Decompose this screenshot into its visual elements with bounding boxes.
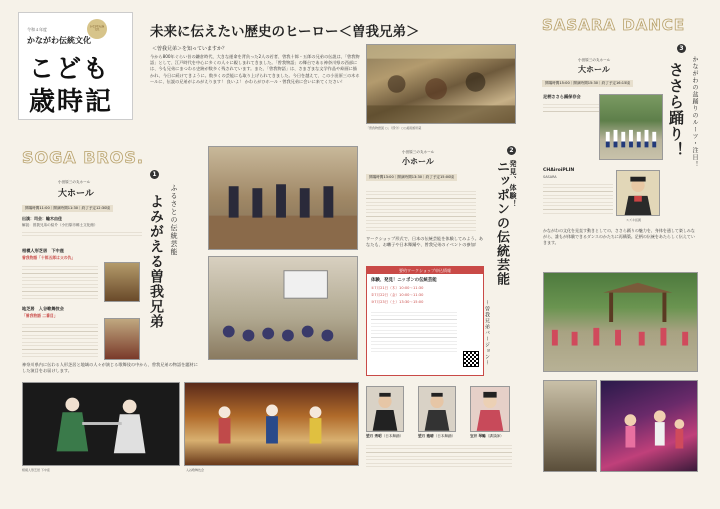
- sasara-number: 3: [677, 44, 686, 53]
- performer-1-name-text: 望月 秀明: [366, 434, 382, 438]
- soga-photo-kabuki: [184, 382, 359, 466]
- sasara-photo-4: [543, 380, 597, 472]
- sasara-vertical-1: かながわの盆踊りのルーツ・注目！: [691, 56, 698, 168]
- headline-image: [366, 44, 516, 124]
- performer-3-photo: [470, 386, 510, 432]
- performer-2-photo: [418, 386, 456, 432]
- workshop-title: 体験、発見！ニッポンの伝統芸能: [371, 278, 437, 283]
- performer-1-role: （日本舞踊）: [381, 434, 404, 438]
- soga-hall-name: 大ホール: [58, 189, 94, 199]
- workshop-photo-2: [208, 256, 358, 360]
- nippon-vertical-2: ニッポンの伝統芸能: [494, 160, 509, 286]
- soga-entry-2-body: 曽我物語「十郎五郎は父の仇」: [22, 255, 76, 260]
- soga-entry-1-body: 解説：曽我兄弟の紹介（小田原市郷土文化館）: [22, 223, 98, 227]
- performer-1-photo: [366, 386, 404, 432]
- workshop-photo-1: [208, 146, 358, 250]
- sasara-hall-name: 大ホール: [578, 64, 610, 74]
- workshop-qr[interactable]: [463, 351, 479, 367]
- logo-year: 令和４年度: [27, 27, 47, 32]
- performer-3-name: [470, 434, 510, 439]
- soga-entry-3-body: 「曽我物語 二番目」: [22, 313, 58, 318]
- performer-3-name-text: 宝井 琴鶴: [470, 434, 486, 438]
- logo-title-2: 歳時記: [29, 87, 114, 117]
- sasara-person-photo: [616, 170, 660, 216]
- logo-seal-text: かながわ伝統文化: [89, 25, 105, 31]
- headline-image-caption: 「曽我物語図 ○」（部分）○○美術館所蔵: [366, 126, 422, 130]
- sasara-body: かながわの文化を見直す動きとしての、ささら踊りの魅力を、身体を通して楽しみながら、誰もが体験できるダンスのかたちに再構築。足柄の伝統をあたらしく伝えていきます。: [543, 228, 695, 245]
- soga-heading: SOGA BROS.: [22, 148, 144, 167]
- performer-1-name: [366, 434, 404, 439]
- headline-title: 未来に伝えたい歴史のヒーロー＜曽我兄弟＞: [150, 24, 420, 40]
- workshop-head: 要約ワークショップ申込情報: [367, 267, 483, 274]
- sasara-heading: SASARA DANCE: [542, 16, 686, 34]
- performer-3: [470, 386, 510, 439]
- sasara-hall-label: 小田原三の丸ホール: [578, 58, 611, 62]
- nippon-hall-label: 小田原三の丸ホール: [402, 150, 435, 154]
- sasara-photo-1: [599, 94, 663, 160]
- nippon-lead: ワークショップ形式で、日本の伝統芸能を体験してみよう。あなたも、お囃子や日本舞踊や、曽我兄弟のイベントの参加！: [366, 236, 484, 247]
- logo-series: かながわ伝統文化: [27, 35, 91, 45]
- nippon-vertical-sub: 〜曽我兄弟バージョン〜: [484, 300, 490, 366]
- soga-entry-2-photo: [104, 262, 140, 302]
- performer-2-name: [418, 434, 456, 439]
- headline-body: 今から800年ぐらい昔の鎌倉時代、大きな運命を背負った2人の若者、曽我十郎・五郎の兄弟の伝説は、「曽我物語」として、江戸時代を中心に多くの人々に親しまれてきました。「曽我物語」の舞台である神奈川県の西部には、今も兄弟にまつわる史跡が数多く残されています。また、「曽我物語」は、さまざまな文学作品や絵画に描かれ、今日に続けてきように。数多くの芸能にも取り上げられてきました。今日を越えて、この小田原三の木ホールに、伝説の兄弟がよみがえります！ 良いよ！ かわらがひホール・曽我兄弟に会いに来てください！: [150, 54, 360, 84]
- soga-photo-caption-1: 相模人形芝居 下中座: [22, 468, 50, 472]
- performer-2: [418, 386, 456, 439]
- nippon-number: 2: [507, 146, 516, 155]
- workshop-row-2: ②7月22日（金）10:00〜11:30: [371, 293, 424, 297]
- headline-question: ＜曽我兄弟＞を知っていますか？: [152, 46, 228, 52]
- sasara-group2-text: [543, 181, 613, 215]
- workshop-row-3: ③7月23日（土）13:30〜15:00: [371, 300, 424, 304]
- soga-entry-2-head: 相模人形芝居 下中座: [22, 248, 64, 253]
- workshop-row-1: ①7月21日（木）10:00〜11:30: [371, 286, 424, 290]
- sasara-photo-2: [543, 272, 698, 372]
- performer-1: [366, 386, 404, 439]
- soga-subtitle: ふるさとの伝統芸能: [170, 184, 178, 256]
- soga-entry-3-head: 地芝居 入谷歌舞伎会: [22, 306, 64, 311]
- soga-entry-3-text: [22, 321, 98, 357]
- soga-times: 開場時間11:00｜開演時間11:30｜終了予定12:30頃: [22, 205, 113, 212]
- soga-photo-puppet: [22, 382, 180, 466]
- performer-3-role: （講談師）: [485, 434, 504, 438]
- sasara-vertical-2: ささら踊り！: [667, 62, 685, 158]
- performers-text: [366, 442, 512, 468]
- soga-hall-label: 小田原三の丸ホール: [58, 180, 91, 184]
- nippon-vertical-1: 発見、体験！: [509, 160, 518, 208]
- sasara-times: 開場時間15:00｜開演時間15:30｜終了予定16:15頃: [542, 80, 633, 87]
- soga-entry-3-photo: [104, 318, 140, 360]
- nippon-hall-name: 小ホール: [402, 156, 434, 166]
- sasara-group1: 足柄ささら踊保存会: [543, 94, 581, 99]
- sasara-group1-text: [543, 101, 601, 115]
- soga-entry-1: [22, 216, 142, 239]
- sasara-person-caption: スズキ拓朗: [626, 218, 642, 222]
- logo-title-1: こども: [29, 54, 111, 83]
- soga-entry-2-text: [22, 263, 98, 299]
- logo-box: [18, 12, 133, 120]
- workshop-box: [366, 266, 484, 376]
- performer-2-name-text: 望月 雅晴: [418, 434, 434, 438]
- nippon-times: 開場時間13:00｜開演時間13:30｜終了予定15:00頃: [366, 174, 457, 181]
- soga-note: 神奈川県内に伝わる人形芝居と地域の人々が演じる歌舞伎の中から、曽我兄弟の物語を題材にした演目をお届けします。: [22, 362, 198, 373]
- soga-number: 1: [150, 170, 159, 179]
- nippon-detail-text: [366, 188, 476, 234]
- soga-entry-1-head: 出演：司会：輪木由佳: [22, 216, 62, 221]
- workshop-detail: [371, 309, 457, 353]
- performer-2-role: （日本舞踊）: [433, 434, 456, 438]
- soga-photo-caption-2: 入谷歌舞伎会: [186, 468, 205, 472]
- sasara-group2-sub: SASARA: [543, 175, 557, 179]
- soga-entry-1-text: [22, 229, 142, 239]
- soga-title: よみがえる曽我兄弟: [148, 194, 164, 329]
- sasara-photo-3: [600, 380, 698, 472]
- sasara-group2: CHAiroiPLIN: [543, 168, 575, 173]
